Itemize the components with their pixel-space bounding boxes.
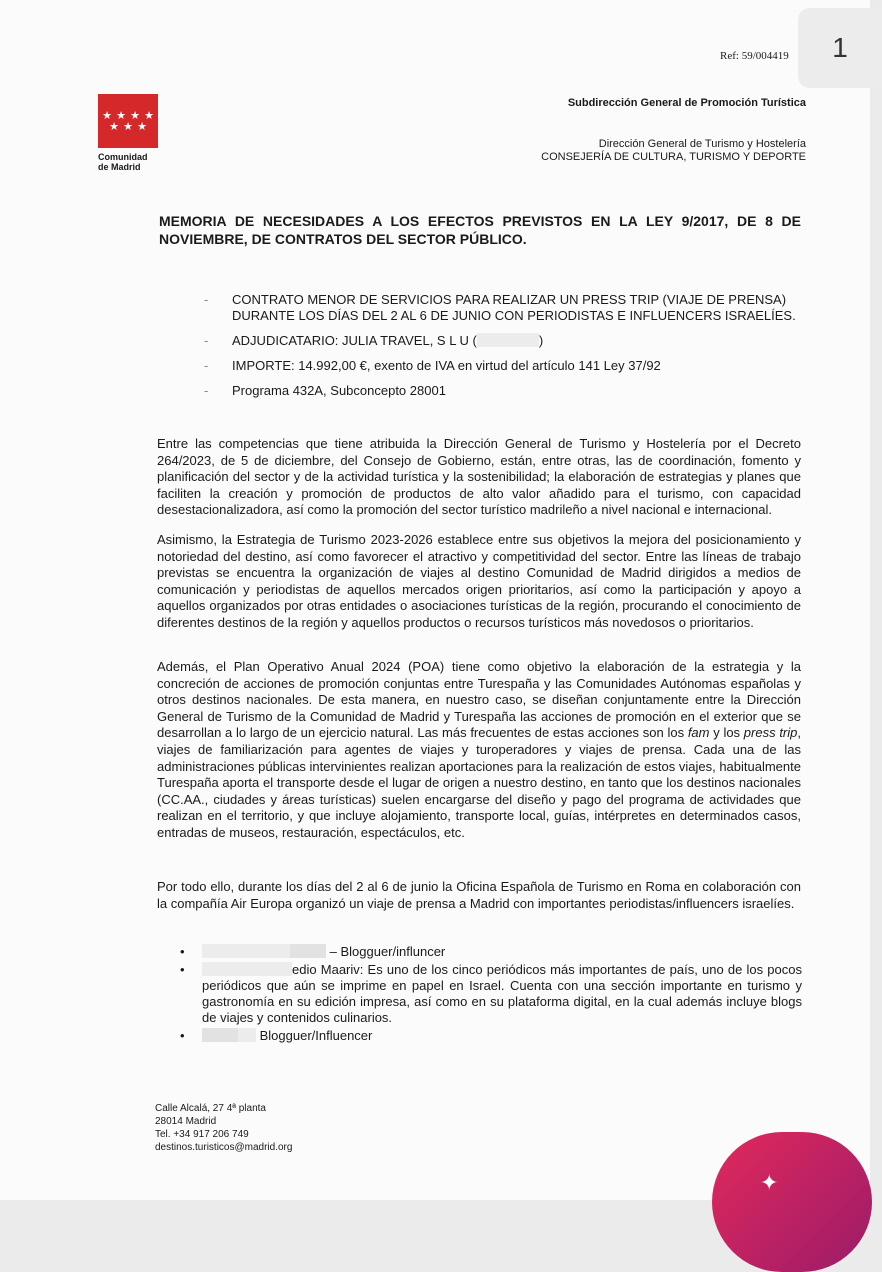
redacted-block <box>477 333 539 347</box>
redacted-block <box>202 1028 238 1042</box>
logo-text <box>98 152 158 172</box>
star-icon: ★ <box>116 109 126 122</box>
star-icon: ★ <box>123 120 133 133</box>
paragraph-trip: Por todo ello, durante los días del 2 al 6 de junio la Oficina Española de Turismo en Roma en colaboración con la compañía Air Europa organizó un viaje de prensa a Madrid con importantes periodistas/influencers israelíes. <box>157 879 801 911</box>
reference-number: Ref: 59/004419 <box>720 50 789 62</box>
program: Programa 432A, Subconcepto 28001 <box>232 383 446 398</box>
list-item: - ADJUDICATARIO: JULIA TRAVEL, S L U ( ) <box>204 333 544 348</box>
awardee: ADJUDICATARIO: JULIA TRAVEL, S L U ( <box>232 333 477 348</box>
redacted-block <box>202 944 290 958</box>
footer-address: Calle Alcalá, 27 4ª planta <box>155 1103 266 1114</box>
footer-city: 28014 Madrid <box>155 1116 217 1127</box>
footer-contact <box>155 1102 292 1154</box>
subdirection-heading: Subdirección General de Promoción Turística <box>567 97 806 109</box>
council-name: CONSEJERÍA DE CULTURA, TURISMO Y DEPORTE <box>541 151 806 163</box>
paragraph-poa: Además, el Plan Operativo Anual 2024 (POA) tiene como objetivo la elaboración de la estrategia y la concreción de acciones de promoción conjuntas entre Turespaña y las Comunidades Autónomas españolas y otros destinos nacionales. De esta manera, en nuestro caso, se diseñan conjuntamente entre la Dirección General de Turismo de la Comunidad de Madrid y Turespaña las acciones de promoción en el exterior que se desarrollan a lo largo de un ejercicio natural. Las más frecuentes de estas acciones son los fam y los press trip, viajes de familiarización para agentes de viajes y turoperadores y viajes de prensa. Cada una de las administraciones públicas intervinientes realizan aportaciones para la realización de estos viajes, habitualmente Turespaña aporta el transporte desde el lugar de origen a nuestro destino, en tanto que los destinos nacionales (CC.AA., ciudades y áreas turísticas) suelen encargarse del diseño y pago del programa de actividades que realizan en el territorio, y que incluye alojamiento, transporte local, guías, intérpretes en determinados casos, entradas de museos, restauración, espectáculos, etc. <box>157 659 801 840</box>
list-item: - CONTRATO MENOR DE SERVICIOS PARA REALIZAR UN PRESS TRIP (VIAJE DE PRENSA) DURANTE LOS DÍAS DEL 2 AL 6 DE JUNIO CON PERIODISTAS E INFLUENCERS ISRAELÍES. <box>204 292 796 323</box>
sparkle-edit-icon: ✦ <box>760 1170 779 1195</box>
footer-phone: Tel. +34 917 206 749 <box>155 1129 249 1140</box>
list-item: • edio Maariv: Es uno de los cinco periódicos más importantes de país, uno de los pocos periódicos que aún se imprime en papel en Israel. Cuenta con una sección importante en turismo y gastronomía en su edición impresa, así como en su plataforma digital, en la cual además incluye blogs de viajes y contenidos culinarios. <box>180 962 802 1025</box>
star-icon: ★ <box>130 109 140 122</box>
participants-list <box>180 944 802 1046</box>
redacted-block <box>238 1028 256 1042</box>
direction-name: Dirección General de Turismo y Hostelería <box>598 138 806 150</box>
ai-assist-button[interactable] <box>712 1132 872 1272</box>
list-item: - IMPORTE: 14.992,00 €, exento de IVA en virtud del artículo 141 Ley 37/92 <box>204 358 661 373</box>
logo-line2: de Madrid <box>98 162 141 172</box>
star-icon: ★ <box>102 109 112 122</box>
star-icon: ★ <box>109 120 119 133</box>
contract-description: CONTRATO MENOR DE SERVICIOS PARA REALIZAR UN PRESS TRIP (VIAJE DE PRENSA) DURANTE LOS DÍAS DEL 2 AL 6 DE JUNIO CON PERIODISTAS E INFLUENCERS ISRAELÍES. <box>232 292 796 323</box>
logo-line1: Comunidad <box>98 152 148 162</box>
redacted-block <box>290 944 326 958</box>
star-icon: ★ <box>137 120 147 133</box>
direction-heading <box>541 138 806 164</box>
star-icon: ★ <box>144 109 154 122</box>
footer-email: destinos.turisticos@madrid.org <box>155 1142 293 1153</box>
paragraph-strategy: Asimismo, la Estrategia de Turismo 2023-2026 establece entre sus objetivos la mejora del posicionamiento y notoriedad del destino, así como favorecer el atractivo y competitividad del sector. Entre las líneas de trabajo previstas se encuentra la organización de viajes al destino Comunidad de Madrid dirigidos a medios de comunicación y periodistas de aquellos mercados origen prioritarios, así como la participación y apoyo a aquellos organizados por otras entidades o asociaciones turísticas de la región, procurando el conocimiento de diferentes destinos de la región y aquellos productos o recursos turísticos más novedosos o prioritarios. <box>157 532 801 630</box>
amount: IMPORTE: 14.992,00 €, exento de IVA en virtud del artículo 141 Ley 37/92 <box>232 358 661 373</box>
list-item: - Programa 432A, Subconcepto 28001 <box>204 383 446 398</box>
paragraph-competencies: Entre las competencias que tiene atribuida la Dirección General de Turismo y Hostelería por el Decreto 264/2023, de 5 de diciembre, del Consejo de Gobierno, están, entre otras, las de coordinación, fomento y planificación del sector y de la actividad turística y la sostenibilidad; la elaboración de estrategias y planes que faciliten la creación y promoción de productos de alto valor añadido para el turismo, con capacidad desestacionalizadora, así como la promoción del sector turístico madrileño a nivel nacional e internacional. <box>157 436 801 518</box>
comunidad-de-madrid-logo <box>98 94 158 172</box>
list-item: • – Blogguer/influncer <box>180 944 446 959</box>
document-title: MEMORIA DE NECESIDADES A LOS EFECTOS PREVISTOS EN LA LEY 9/2017, DE 8 DE NOVIEMBRE, DE CONTRATOS DEL SECTOR PÚBLICO. <box>159 213 801 247</box>
redacted-block <box>202 962 292 976</box>
page-number-indicator[interactable]: 1 <box>798 8 882 88</box>
contract-summary-list <box>204 292 806 408</box>
flag-stars-icon <box>98 94 158 148</box>
list-item: • Blogguer/Influencer <box>180 1028 373 1043</box>
